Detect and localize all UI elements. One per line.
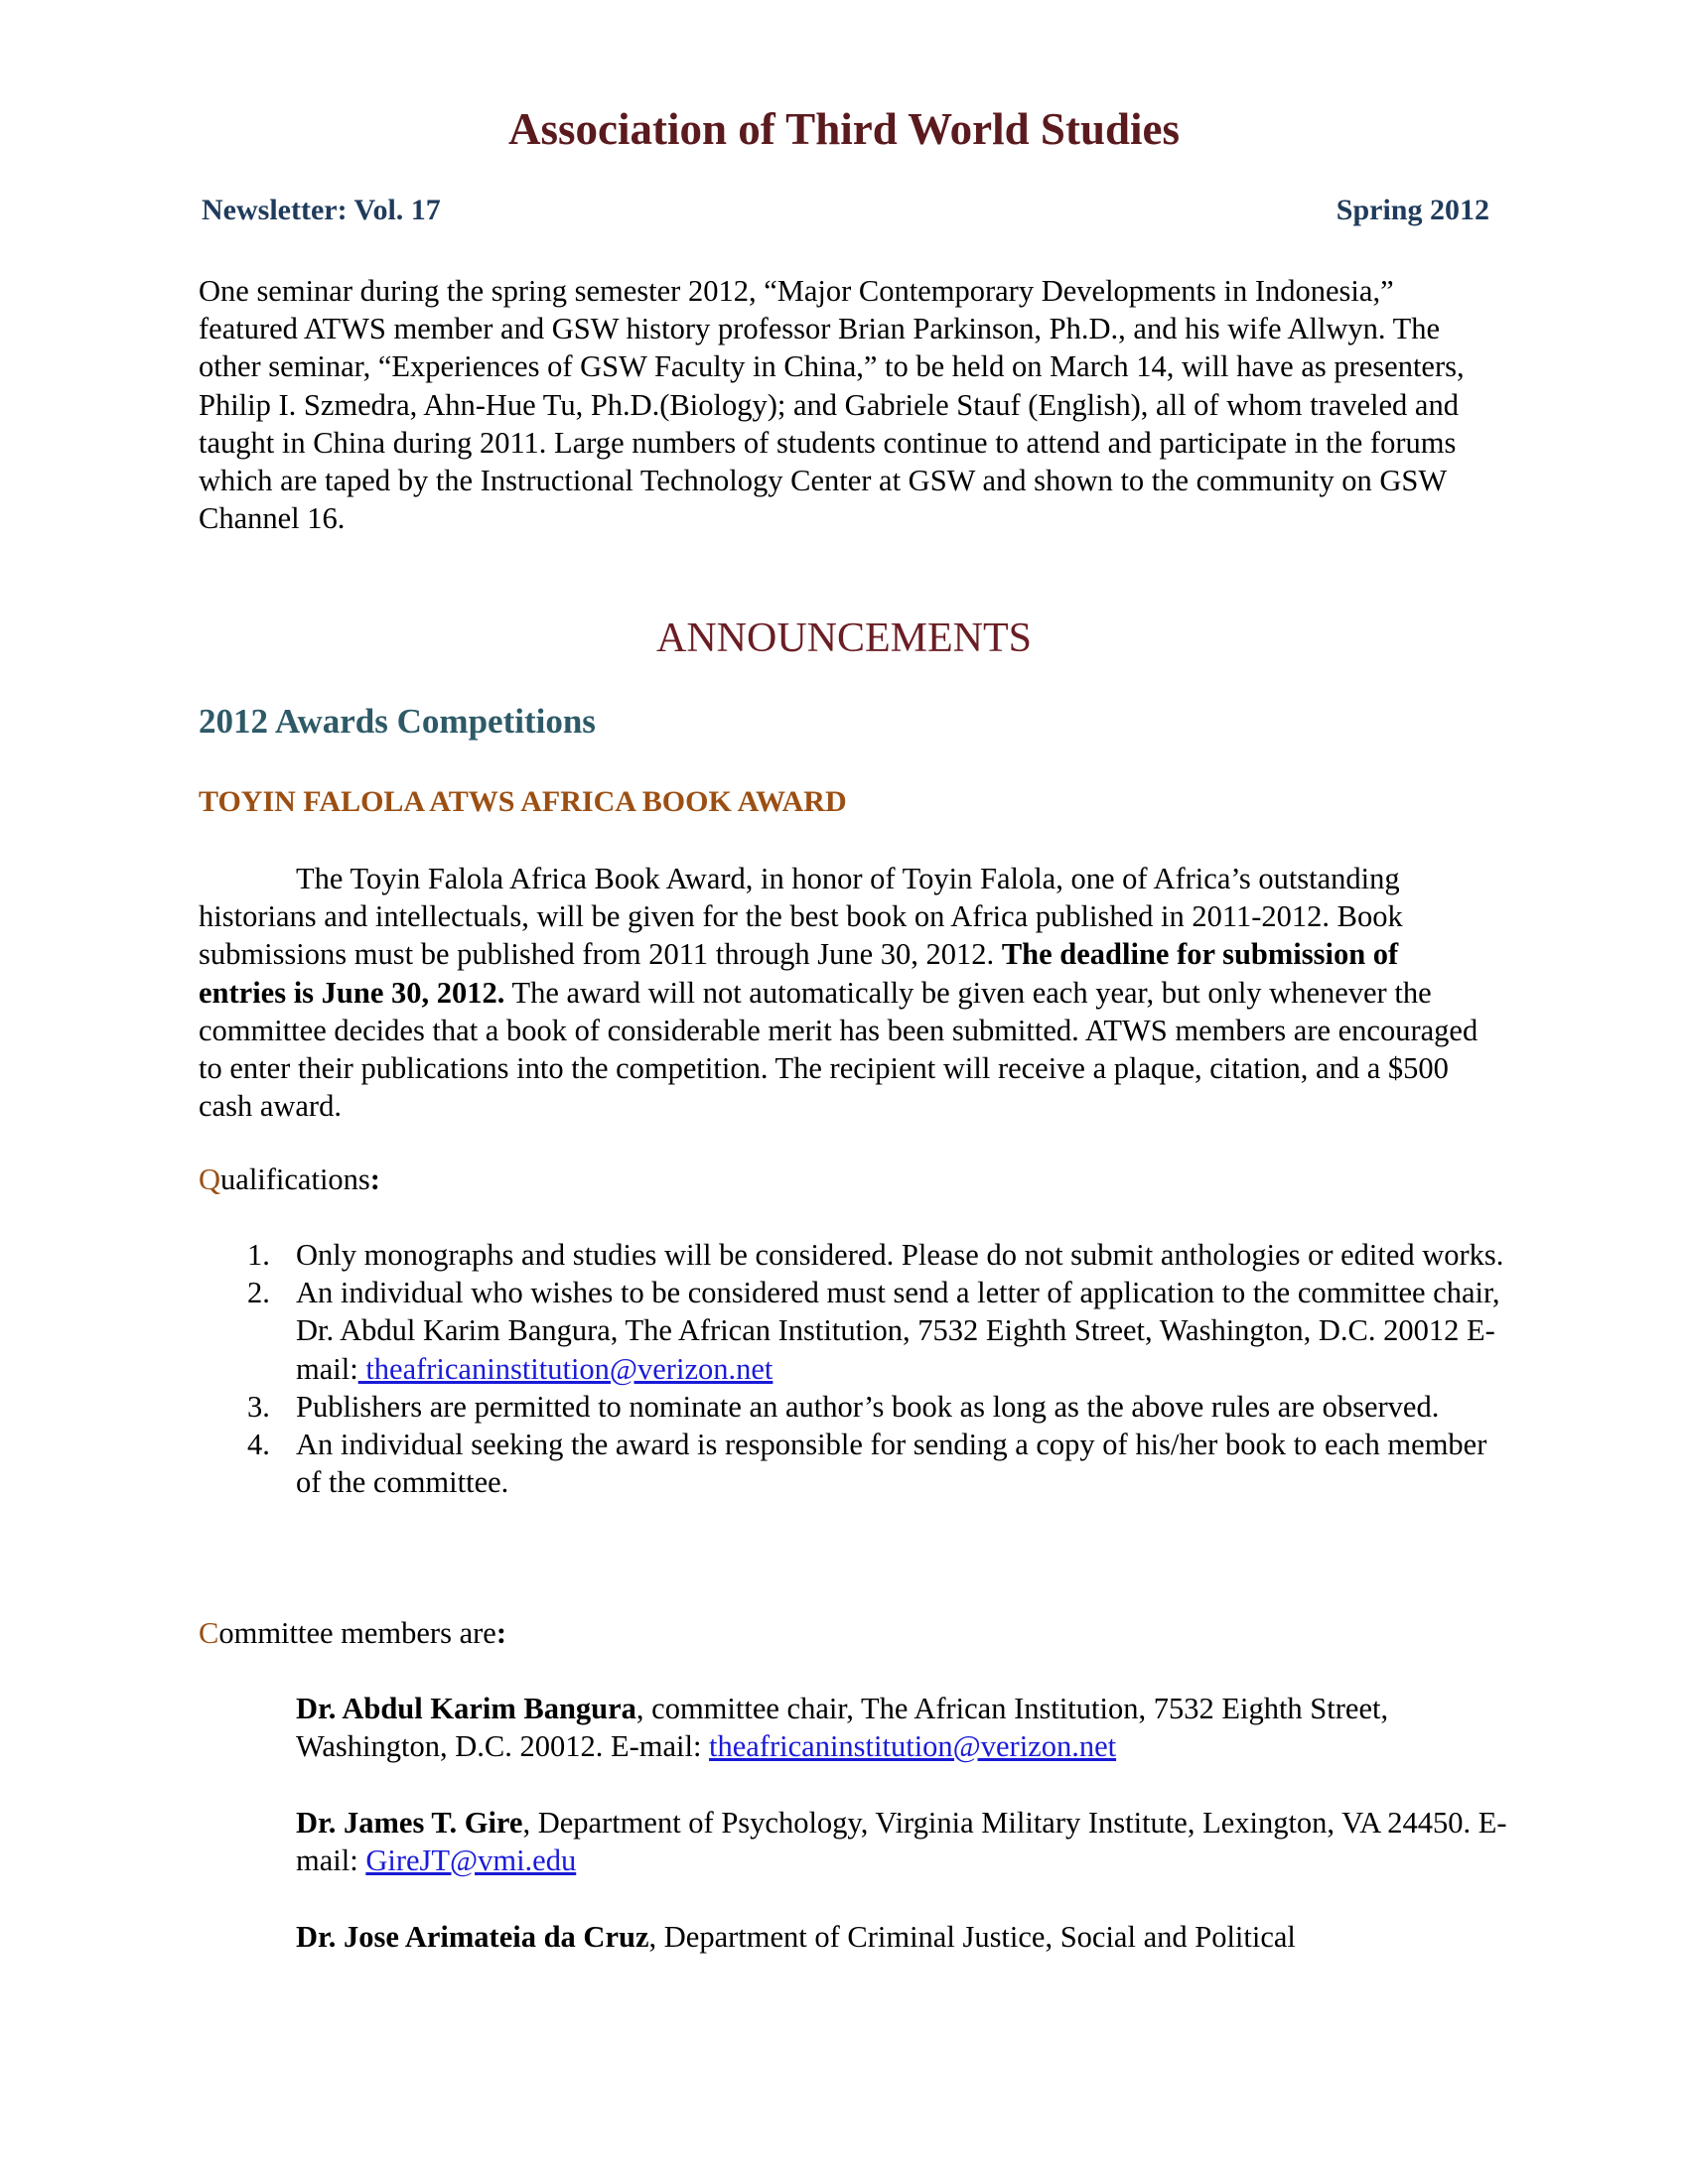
- qualification-number: 3.: [247, 1389, 270, 1424]
- qualification-number: 2.: [247, 1276, 270, 1310]
- committee-label: [199, 1614, 506, 1652]
- committee-label-rest: ommittee members are: [218, 1616, 496, 1650]
- award-description-text: [199, 860, 1489, 1125]
- qualifications-initial: Q: [199, 1162, 221, 1196]
- award-text-part1: The Toyin Falola Africa Book Award, in honor of Toyin Falola, one of Africa’s outstanding historians and intellectuals, will be given for the best book on Africa published in 2011-2012. Book submissions must be published from 2011 through June 30, 2012.: [199, 862, 1403, 972]
- newsletter-season: Spring 2012: [1336, 194, 1489, 226]
- intro-text: One seminar during the spring semester 2012, “Major Contemporary Developments in Indonesia,” featured ATWS member and GSW history professor Brian Parkinson, Ph.D., and his wife Allwyn. The other seminar, “Experiences of GSW Faculty in China,” to be held on March 14, will have as presenters, Philip I. Szmedra, Ahn-Hue Tu, Ph.D.(Biology); and Gabriele Stauf (English), all of whom traveled and taught in China during 2011. Large numbers of students continue to attend and participate in the forums which are taped by the Instructional Technology Center at GSW and shown to the community on GSW Channel 16.: [199, 274, 1465, 536]
- qualification-text: An individual who wishes to be considered must send a letter of application to the committee chair, Dr. Abdul Karim Bangura, The African Institution, 7532 Eighth Street, Washington, D.C. 20012 E-mail:: [296, 1276, 1500, 1386]
- awards-section-title: 2012 Awards Competitions: [199, 702, 596, 741]
- member-details: , committee chair, The African Institution, 7532 Eighth Street, Washington, D.C. 20012. E-mail:: [296, 1692, 1389, 1764]
- committee-colon: :: [495, 1616, 506, 1650]
- newsletter-volume: Newsletter: Vol. 17: [202, 194, 441, 226]
- committee-member: [296, 1690, 1507, 1765]
- intro-paragraph: [199, 272, 1489, 537]
- qualifications-label: [199, 1160, 380, 1198]
- qualification-number: 1.: [247, 1238, 270, 1272]
- qualification-text: Only monographs and studies will be considered. Please do not submit anthologies or edited works.: [296, 1238, 1504, 1272]
- member-email-link[interactable]: GireJT@vmi.edu: [365, 1843, 577, 1878]
- member-name: Dr. James T. Gire: [296, 1806, 523, 1840]
- qualification-item: [199, 1236, 1509, 1274]
- member-details: , Department of Criminal Justice, Social and Political: [648, 1920, 1296, 1954]
- award-deadline: The deadline for submission of entries is June 30, 2012.: [199, 937, 1399, 1010]
- member-email-link[interactable]: theafricaninstitution@verizon.net: [709, 1729, 1117, 1764]
- qualification-number: 4.: [247, 1428, 270, 1462]
- qualification-text: An individual seeking the award is responsible for sending a copy of his/her book to each member of the committee.: [296, 1428, 1487, 1500]
- award-title: TOYIN FALOLA ATWS AFRICA BOOK AWARD: [199, 785, 847, 818]
- qualification-item: [199, 1274, 1509, 1388]
- document-title: Association of Third World Studies: [508, 104, 1180, 154]
- award-description: [199, 860, 1489, 1125]
- qualification-email-link[interactable]: theafricaninstitution@verizon.net: [357, 1351, 774, 1386]
- member-name: Dr. Jose Arimateia da Cruz: [296, 1920, 649, 1954]
- qualifications-colon: :: [369, 1162, 380, 1196]
- committee-member: [296, 1918, 1507, 1956]
- qualification-text: Publishers are permitted to nominate an author’s book as long as the above rules are observed.: [296, 1389, 1440, 1424]
- qualification-item: [199, 1426, 1509, 1501]
- qualifications-label-rest: ualifications: [220, 1162, 370, 1196]
- member-name: Dr. Abdul Karim Bangura: [296, 1692, 636, 1725]
- announcements-heading: ANNOUNCEMENTS: [656, 615, 1032, 661]
- qualifications-list: [199, 1236, 1509, 1501]
- award-text-part2: The award will not automatically be given each year, but only whenever the committee decides that a book of considerable merit has been submitted. ATWS members are encouraged to enter their publications into the competition. The recipient will receive a plaque, citation, and a $500 cash award.: [199, 975, 1478, 1124]
- committee-member: [296, 1804, 1507, 1879]
- member-details: , Department of Psychology, Virginia Military Institute, Lexington, VA 24450. E-mail:: [296, 1806, 1507, 1878]
- qualification-item: [199, 1388, 1509, 1426]
- committee-initial: C: [199, 1616, 219, 1650]
